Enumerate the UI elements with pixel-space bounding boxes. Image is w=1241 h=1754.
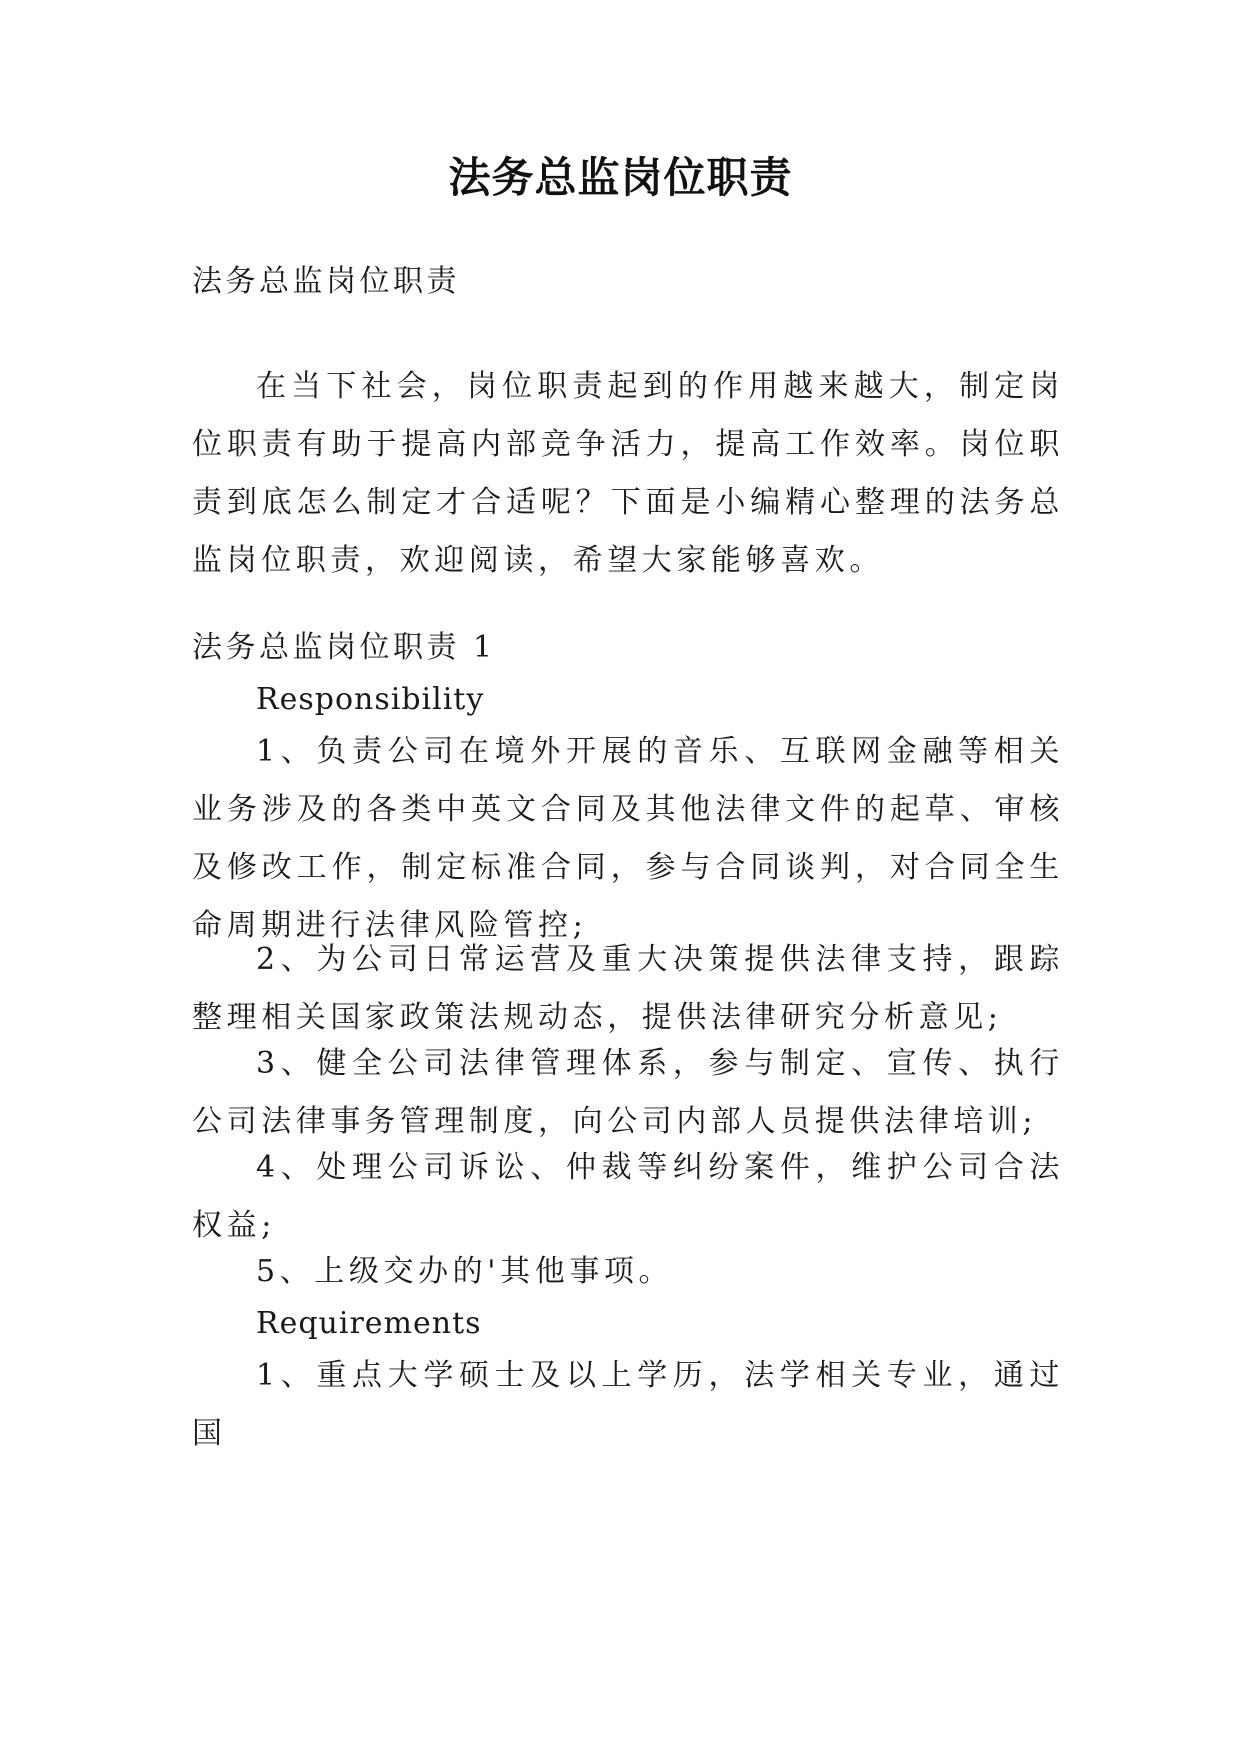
responsibility-item-3: 3、健全公司法律管理体系，参与制定、宣传、执行公司法律事务管理制度，向公司内部人员提供法律培训; — [192, 1046, 1064, 1139]
intro-paragraph: 在当下社会，岗位职责起到的作用越来越大，制定岗位职责有助于提高内部竞争活力，提高工作效率。岗位职责到底怎么制定才合适呢？下面是小编精心整理的法务总监岗位职责，欢迎阅读，希望大家能够喜欢。 — [192, 369, 1064, 578]
responsibility-item-5: 5、上级交办的'其他事项。 — [256, 1254, 674, 1289]
responsibility-item-1: 1、负责公司在境外开展的音乐、互联网金融等相关业务涉及的各类中英文合同及其他法律文件的起草、审核及修改工作，制定标准合同，参与合同谈判，对合同全生命周期进行法律风险管控; — [192, 734, 1064, 943]
requirement-item-1: 1、重点大学硕士及以上学历，法学相关专业，通过国 — [192, 1358, 1064, 1451]
section-heading: 法务总监岗位职责 1 — [192, 630, 496, 665]
responsibility-item-2: 2、为公司日常运营及重大决策提供法律支持，跟踪整理相关国家政策法规动态，提供法律研究分析意见; — [192, 942, 1064, 1035]
requirements-heading: Requirements — [256, 1306, 482, 1341]
document-title: 法务总监岗位职责 — [448, 153, 793, 202]
document-subtitle: 法务总监岗位职责 — [192, 264, 460, 299]
responsibility-item-4: 4、处理公司诉讼、仲裁等纠纷案件，维护公司合法权益; — [192, 1150, 1064, 1243]
responsibility-heading: Responsibility — [256, 682, 485, 717]
